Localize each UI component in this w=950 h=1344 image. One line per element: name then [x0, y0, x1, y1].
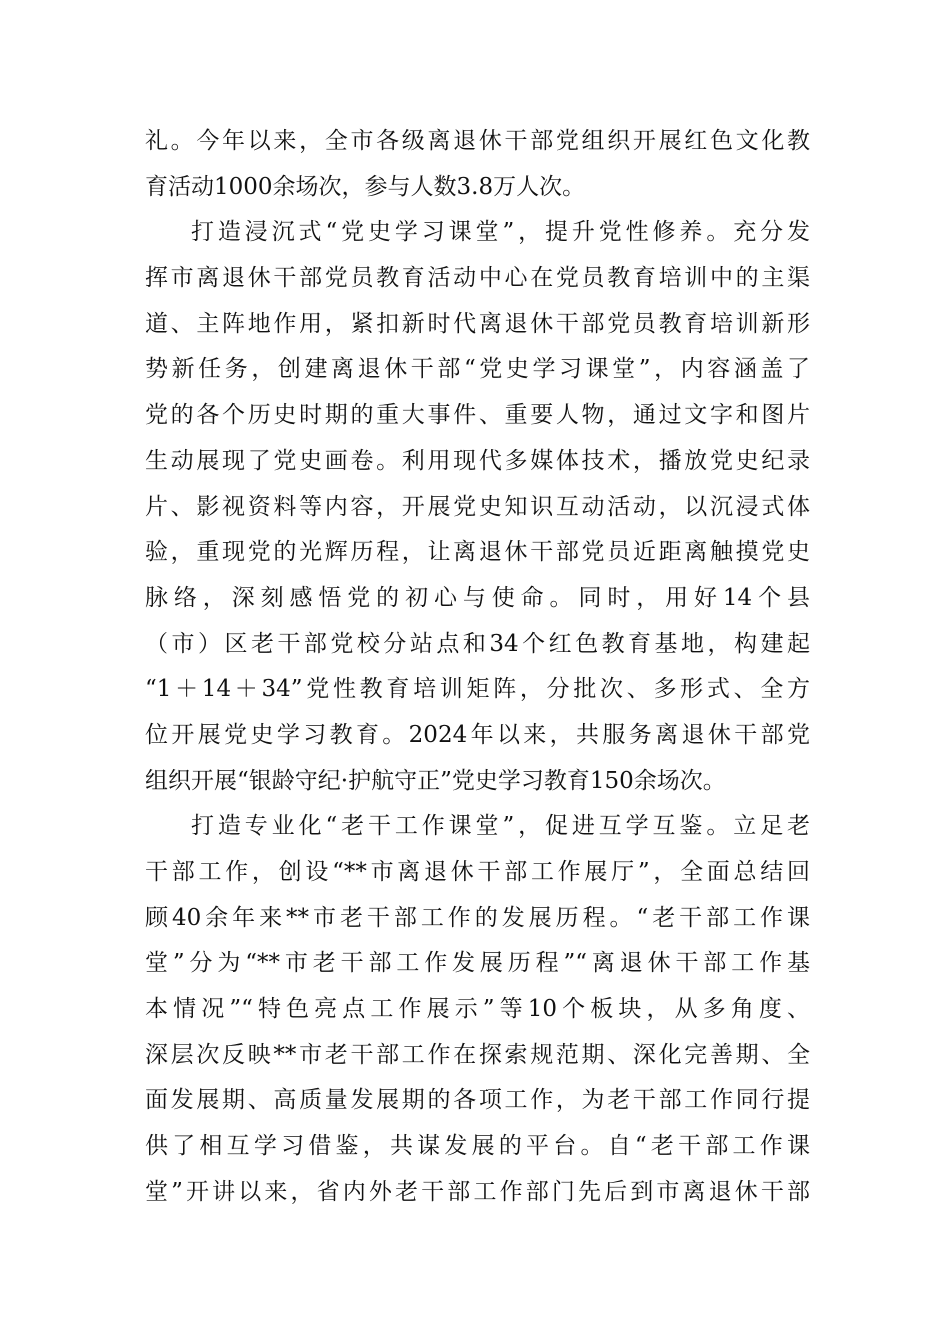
text-line: 党的各个历史时期的重大事件、重要人物，通过文字和图片	[145, 402, 810, 429]
text-line: 面发展期、高质量发展期的各项工作，为老干部工作同行提	[145, 1087, 810, 1114]
text-line: 位开展党史学习教育。2024年以来，共服务离退休干部党	[145, 721, 810, 748]
text-line: 深层次反映**市老干部工作在探索规范期、深化完善期、全	[145, 1041, 810, 1068]
text-line: 道、主阵地作用，紧扣新时代离退休干部党员教育培训新形	[145, 310, 810, 337]
text-line: 组织开展“银龄守纪·护航守正”党史学习教育150余场次。	[145, 767, 726, 794]
text-line: 堂”分为“**市老干部工作发展历程”“离退休干部工作基	[145, 950, 810, 977]
text-line: “1＋14＋34”党性教育培训矩阵，分批次、多形式、全方	[145, 676, 810, 703]
text-line: 势新任务，创建离退休干部“党史学习课堂”，内容涵盖了	[145, 356, 810, 383]
text-line: 礼。今年以来，全市各级离退休干部党组织开展红色文化教	[145, 128, 810, 154]
text-line: 脉络，深刻感悟党的初心与使命。同时，用好14个县	[145, 584, 810, 611]
text-line: 片、影视资料等内容，开展党史知识互动活动，以沉浸式体	[145, 493, 810, 520]
text-line: 验，重现党的光辉历程，让离退休干部党员近距离触摸党史	[145, 539, 810, 566]
text-line: 顾40余年来**市老干部工作的发展历程。“老干部工作课	[145, 904, 810, 931]
text-line: 育活动1000余场次，参与人数3.8万人次。	[145, 173, 586, 200]
text-line: 生动展现了党史画卷。利用现代多媒体技术，播放党史纪录	[145, 447, 810, 474]
text-line: 打造专业化“老干工作课堂”，促进互学互鉴。立足老	[191, 813, 810, 840]
text-line: 打造浸沉式“党史学习课堂”，提升党性修养。充分发	[191, 219, 810, 246]
text-line: 堂”开讲以来，省内外老干部工作部门先后到市离退休干部	[145, 1178, 810, 1205]
text-line: 供了相互学习借鉴，共谋发展的平台。自“老干部工作课	[145, 1133, 810, 1160]
text-line: 干部工作，创设“**市离退休干部工作展厅”，全面总结回	[145, 859, 810, 885]
text-line: 挥市离退休干部党员教育活动中心在党员教育培训中的主渠	[145, 265, 810, 292]
text-line: （市）区老干部党校分站点和34个红色教育基地，构建起	[145, 630, 810, 657]
body-text	[145, 119, 810, 1216]
text-line: 本情况”“特色亮点工作展示”等10个板块，从多角度、	[145, 996, 810, 1023]
